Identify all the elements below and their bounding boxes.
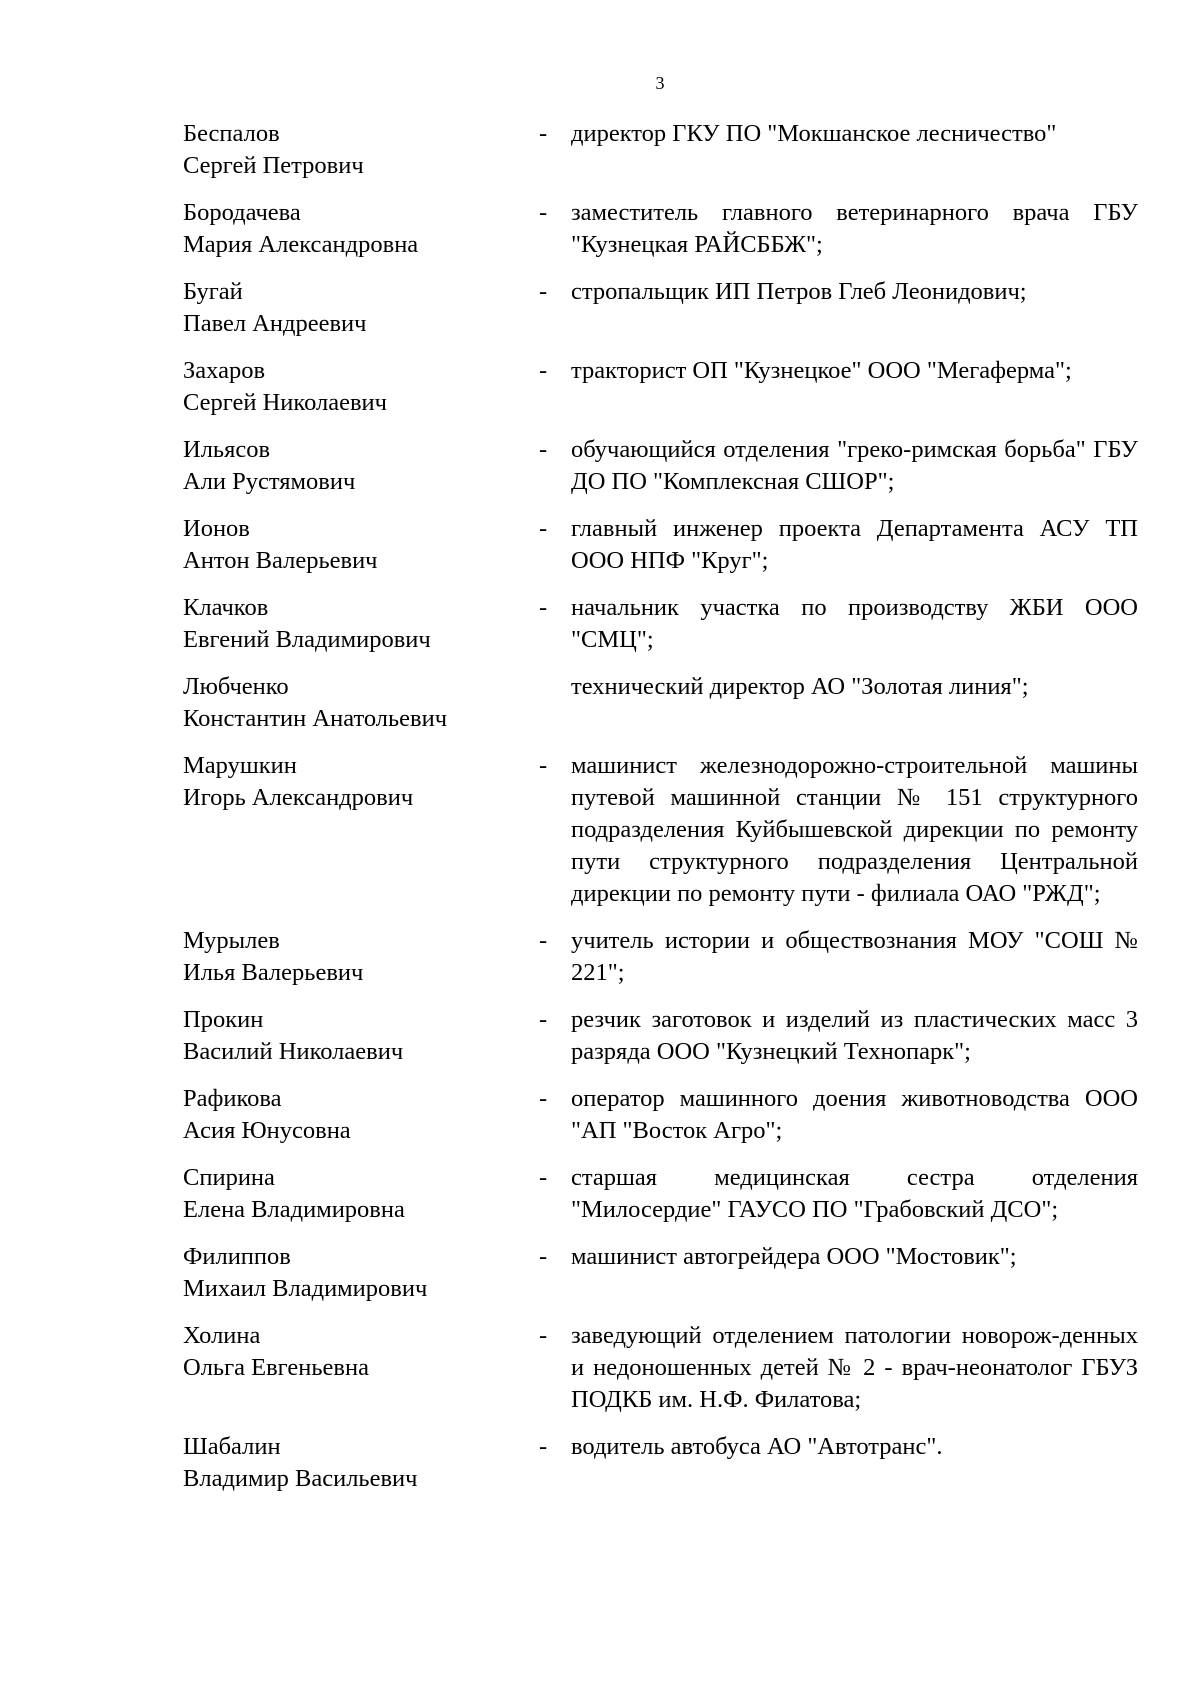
dash-separator: - <box>539 357 548 384</box>
surname: Шабалин <box>183 1433 281 1460</box>
position-description: учитель истории и обществознания МОУ "СОШ № 221"; <box>571 927 1138 986</box>
dash-separator: - <box>539 594 548 621</box>
surname: Ионов <box>183 515 250 542</box>
surname: Марушкин <box>183 752 297 779</box>
person-name <box>183 1004 539 1068</box>
list-item <box>183 1431 1143 1495</box>
person-name <box>183 197 539 261</box>
surname: Мурылев <box>183 927 280 954</box>
position-description: тракторист ОП "Кузнецкое" ООО "Мегаферма"; <box>571 357 1072 384</box>
position-description: старшая медицинская сестра отделения "Милосердие" ГАУСО ПО "Грабовский ДСО"; <box>571 1164 1138 1223</box>
given-names: Мария Александровна <box>183 231 419 258</box>
given-names: Владимир Васильевич <box>183 1465 418 1492</box>
list-item <box>183 434 1143 498</box>
given-names: Павел Андреевич <box>183 310 367 337</box>
given-names: Али Рустямович <box>183 468 356 495</box>
person-name <box>183 592 539 656</box>
surname: Филиппов <box>183 1243 291 1270</box>
surname: Ильясов <box>183 436 271 463</box>
person-name <box>183 750 539 814</box>
person-name <box>183 276 539 340</box>
surname: Прокин <box>183 1006 264 1033</box>
list-item <box>183 671 1143 735</box>
given-names: Елена Владимировна <box>183 1196 405 1223</box>
position-description: главный инженер проекта Департамента АСУ ТП ООО НПФ "Круг"; <box>571 515 1138 574</box>
given-names: Михаил Владимирович <box>183 1275 428 1302</box>
position-description: заместитель главного ветеринарного врача ГБУ "Кузнецкая РАЙСББЖ"; <box>571 199 1138 258</box>
list-item <box>183 750 1143 910</box>
surname: Захаров <box>183 357 266 384</box>
dash-separator: - <box>539 1085 548 1112</box>
dash-separator: - <box>539 436 548 463</box>
list-item <box>183 513 1143 577</box>
dash-separator: - <box>539 278 548 305</box>
position-description: начальник участка по производству ЖБИ ООО "СМЦ"; <box>571 594 1138 653</box>
dash-separator: - <box>539 199 548 226</box>
given-names: Антон Валерьевич <box>183 547 378 574</box>
dash-separator: - <box>539 120 548 147</box>
given-names: Константин Анатольевич <box>183 705 448 732</box>
position-description: машинист автогрейдера ООО "Мостовик"; <box>571 1243 1017 1270</box>
person-name <box>183 925 539 989</box>
surname: Холина <box>183 1322 261 1349</box>
person-name <box>183 434 539 498</box>
dash-separator: - <box>539 752 548 779</box>
surname: Рафикова <box>183 1085 282 1112</box>
list-item <box>183 1004 1143 1068</box>
person-name <box>183 118 539 182</box>
position-description: технический директор АО "Золотая линия"; <box>571 673 1029 700</box>
given-names: Сергей Петрович <box>183 152 364 179</box>
position-description: водитель автобуса АО "Автотранс". <box>571 1433 943 1460</box>
list-item <box>183 1162 1143 1226</box>
surname: Бородачева <box>183 199 301 226</box>
given-names: Асия Юнусовна <box>183 1117 351 1144</box>
person-name <box>183 1162 539 1226</box>
given-names: Василий Николаевич <box>183 1038 404 1065</box>
given-names: Илья Валерьевич <box>183 959 364 986</box>
dash-separator: - <box>539 1164 548 1191</box>
given-names: Игорь Александрович <box>183 784 414 811</box>
person-name <box>183 1083 539 1147</box>
given-names: Ольга Евгеньевна <box>183 1354 369 1381</box>
person-name <box>183 671 539 735</box>
appointee-list <box>183 118 1143 1510</box>
page-number: 3 <box>655 73 665 93</box>
position-description: машинист железнодорожно-строительной машины путевой машинной станции № 151 структурного подразделения Куйбышевской дирекции по ремонту пути структурного подразделения Центральной дирекции по ремонту пути - филиала ОАО "РЖД"; <box>571 752 1138 907</box>
list-item <box>183 355 1143 419</box>
given-names: Евгений Владимирович <box>183 626 431 653</box>
list-item <box>183 197 1143 261</box>
list-item <box>183 1083 1143 1147</box>
dash-separator: - <box>539 1433 548 1460</box>
person-name <box>183 1320 539 1384</box>
person-name <box>183 1431 539 1495</box>
given-names: Сергей Николаевич <box>183 389 387 416</box>
position-description: директор ГКУ ПО "Мокшанское лесничество" <box>571 120 1057 147</box>
list-item <box>183 925 1143 989</box>
list-item <box>183 592 1143 656</box>
list-item <box>183 1241 1143 1305</box>
list-item <box>183 276 1143 340</box>
list-item <box>183 118 1143 182</box>
person-name <box>183 513 539 577</box>
dash-separator: - <box>539 1006 548 1033</box>
position-description: стропальщик ИП Петров Глеб Леонидович; <box>571 278 1027 305</box>
dash-separator: - <box>539 1243 548 1270</box>
dash-separator: - <box>539 1322 548 1349</box>
surname: Спирина <box>183 1164 275 1191</box>
dash-separator: - <box>539 515 548 542</box>
dash-separator: - <box>539 927 548 954</box>
position-description: оператор машинного доения животноводства ООО "АП "Восток Агро"; <box>571 1085 1138 1144</box>
list-item <box>183 1320 1143 1416</box>
surname: Беспалов <box>183 120 280 147</box>
surname: Клачков <box>183 594 269 621</box>
position-description: заведующий отделением патологии новорож-денных и недоношенных детей № 2 - врач-неонатолог ГБУЗ ПОДКБ им. Н.Ф. Филатова; <box>571 1322 1138 1413</box>
person-name <box>183 1241 539 1305</box>
position-description: резчик заготовок и изделий из пластических масс 3 разряда ООО "Кузнецкий Технопарк"; <box>571 1006 1138 1065</box>
surname: Любченко <box>183 673 289 700</box>
surname: Бугай <box>183 278 243 305</box>
position-description: обучающийся отделения "греко-римская борьба" ГБУ ДО ПО "Комплексная СШОР"; <box>571 436 1138 495</box>
person-name <box>183 355 539 419</box>
